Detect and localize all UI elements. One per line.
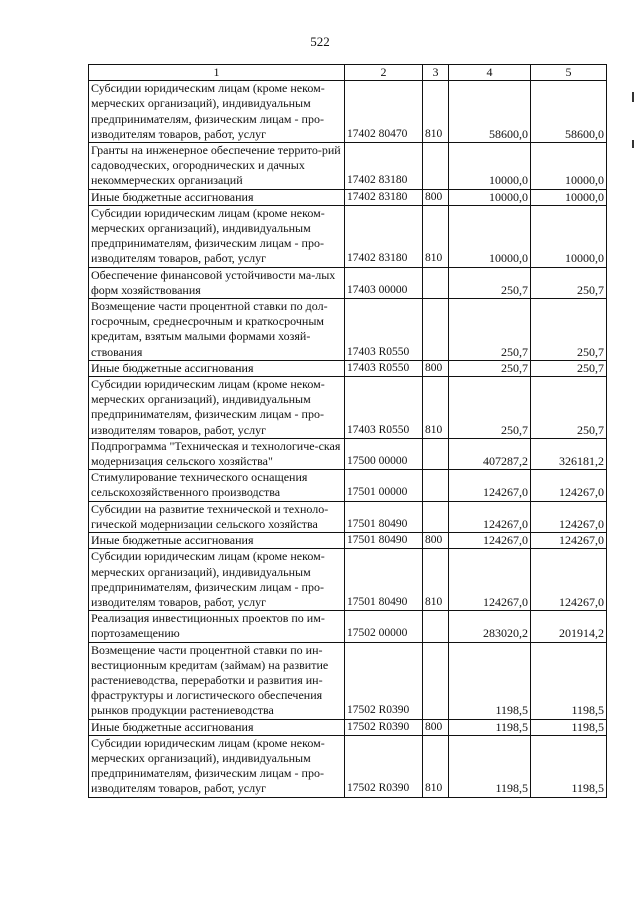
row-name: Субсидии юридическим лицам (кроме неком-мерческих организаций), индивидуальным предпринимателям, физическим лицам - про-изводителям товаров, работ, услуг [89,377,345,439]
column-header-3: 3 [423,65,449,81]
row-value-col5: 10000,0 [531,189,607,205]
row-value-col5: 1198,5 [531,735,607,797]
row-name: Иные бюджетные ассигнования [89,189,345,205]
row-code: 17403 R0550 [345,299,423,361]
table-row [89,533,607,549]
row-value-col5: 250,7 [531,267,607,298]
row-expense-type: 800 [423,533,449,549]
budget-table [88,64,607,798]
table-row [89,205,607,267]
table-row [89,299,607,361]
row-code: 17502 00000 [345,611,423,642]
row-value-col4: 250,7 [449,360,531,376]
row-code: 17402 83180 [345,189,423,205]
row-value-col4: 250,7 [449,299,531,361]
table-row [89,81,607,143]
row-code: 17403 R0550 [345,360,423,376]
row-code: 17402 83180 [345,205,423,267]
row-value-col5: 10000,0 [531,143,607,190]
row-value-col5: 124267,0 [531,533,607,549]
row-name: Возмещение части процентной ставки по дол-госрочным, среднесрочным и краткосрочным кредитам, взятым малыми формами хозяй-ствования [89,299,345,361]
column-header-4: 4 [449,65,531,81]
row-code: 17501 80490 [345,549,423,611]
row-expense-type [423,501,449,532]
row-expense-type [423,143,449,190]
row-value-col5: 326181,2 [531,438,607,469]
table-row [89,611,607,642]
row-name: Субсидии юридическим лицам (кроме неком-мерческих организаций), индивидуальным предпринимателям, физическим лицам - про-изводителям товаров, работ, услуг [89,205,345,267]
row-code: 17403 R0550 [345,377,423,439]
row-code: 17402 80470 [345,81,423,143]
row-code: 17502 R0390 [345,719,423,735]
row-value-col4: 124267,0 [449,501,531,532]
row-name: Иные бюджетные ассигнования [89,533,345,549]
column-header-5: 5 [531,65,607,81]
row-value-col4: 250,7 [449,267,531,298]
row-name: Подпрограмма "Техническая и технологиче-ская модернизация сельского хозяйства" [89,438,345,469]
row-value-col4: 10000,0 [449,143,531,190]
row-value-col5: 1198,5 [531,719,607,735]
table-row [89,549,607,611]
row-value-col4: 1198,5 [449,735,531,797]
row-expense-type: 800 [423,360,449,376]
table-row [89,438,607,469]
row-name: Возмещение части процентной ставки по ин-вестиционным кредитам (займам) на развитие растениеводства, переработки и развития ин-фраструктуры и логистического обеспечения рынков продукции растениеводства [89,642,345,719]
margin-mark [632,140,634,148]
row-value-col4: 250,7 [449,377,531,439]
row-expense-type: 810 [423,81,449,143]
page-number: 522 [310,34,330,49]
row-name: Реализация инвестиционных проектов по им-портозамещению [89,611,345,642]
row-expense-type [423,438,449,469]
table-row [89,735,607,797]
column-header-1: 1 [89,65,345,81]
row-value-col5: 58600,0 [531,81,607,143]
row-expense-type: 800 [423,719,449,735]
row-value-col5: 201914,2 [531,611,607,642]
row-value-col5: 124267,0 [531,549,607,611]
row-value-col4: 58600,0 [449,81,531,143]
row-value-col5: 124267,0 [531,470,607,501]
row-code: 17502 R0390 [345,642,423,719]
table-row [89,719,607,735]
row-expense-type: 810 [423,549,449,611]
row-value-col5: 1198,5 [531,642,607,719]
row-value-col5: 10000,0 [531,205,607,267]
row-expense-type [423,267,449,298]
row-name: Иные бюджетные ассигнования [89,719,345,735]
row-code: 17501 80490 [345,501,423,532]
row-expense-type [423,299,449,361]
row-code: 17501 80490 [345,533,423,549]
table-header-row [89,65,607,81]
table-row [89,360,607,376]
row-code: 17500 00000 [345,438,423,469]
row-name: Стимулирование технического оснащения сельскохозяйственного производства [89,470,345,501]
row-name: Субсидии юридическим лицам (кроме неком-мерческих организаций), индивидуальным предпринимателям, физическим лицам - про-изводителям товаров, работ, услуг [89,735,345,797]
row-value-col4: 1198,5 [449,642,531,719]
row-expense-type [423,611,449,642]
row-value-col4: 124267,0 [449,533,531,549]
row-value-col4: 124267,0 [449,470,531,501]
row-expense-type: 810 [423,205,449,267]
column-header-2: 2 [345,65,423,81]
row-value-col5: 250,7 [531,360,607,376]
row-expense-type [423,642,449,719]
row-expense-type: 810 [423,377,449,439]
table-row [89,189,607,205]
margin-mark [632,92,634,102]
row-code: 17403 00000 [345,267,423,298]
table-row [89,143,607,190]
row-value-col5: 124267,0 [531,501,607,532]
row-value-col4: 10000,0 [449,205,531,267]
table-row [89,267,607,298]
row-expense-type: 800 [423,189,449,205]
row-code: 17502 R0390 [345,735,423,797]
row-code: 17501 00000 [345,470,423,501]
row-value-col5: 250,7 [531,299,607,361]
row-name: Субсидии юридическим лицам (кроме неком-мерческих организаций), индивидуальным предпринимателям, физическим лицам - про-изводителям товаров, работ, услуг [89,81,345,143]
row-value-col4: 1198,5 [449,719,531,735]
table-row [89,501,607,532]
table-row [89,470,607,501]
row-value-col5: 250,7 [531,377,607,439]
row-name: Гранты на инженерное обеспечение террито-рий садоводческих, огороднических и дачных некоммерческих организаций [89,143,345,190]
row-value-col4: 10000,0 [449,189,531,205]
row-code: 17402 83180 [345,143,423,190]
row-name: Субсидии юридическим лицам (кроме неком-мерческих организаций), индивидуальным предпринимателям, физическим лицам - про-изводителям товаров, работ, услуг [89,549,345,611]
table-row [89,377,607,439]
row-name: Субсидии на развитие технической и техноло-гической модернизации сельского хозяйства [89,501,345,532]
row-name: Иные бюджетные ассигнования [89,360,345,376]
table-row [89,642,607,719]
row-expense-type: 810 [423,735,449,797]
row-value-col4: 124267,0 [449,549,531,611]
row-value-col4: 407287,2 [449,438,531,469]
row-value-col4: 283020,2 [449,611,531,642]
row-expense-type [423,470,449,501]
row-name: Обеспечение финансовой устойчивости ма-лых форм хозяйствования [89,267,345,298]
